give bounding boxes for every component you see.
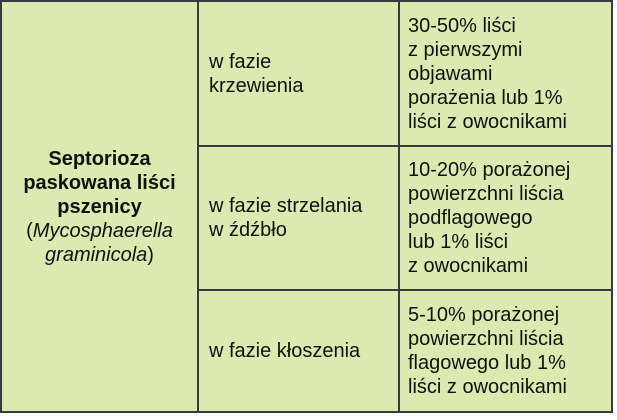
threshold-text-line: 5-10% porażonej bbox=[408, 304, 560, 326]
disease-label bbox=[2, 147, 197, 267]
disease-name-line: paskowana liści bbox=[23, 171, 176, 194]
threshold-text-line: podflagowego bbox=[408, 207, 533, 229]
stage-text-line: w fazie strzelania bbox=[209, 195, 363, 217]
stage-cell bbox=[198, 146, 399, 290]
threshold-cell bbox=[399, 146, 612, 290]
threshold-text-line: 10-20% porażonej bbox=[408, 159, 571, 181]
threshold-text-line: porażenia lub 1% bbox=[408, 86, 563, 109]
threshold-text-line: flagowego lub 1% bbox=[408, 352, 566, 374]
threshold-text-line: lub 1% liści bbox=[408, 231, 509, 253]
threshold-cell bbox=[399, 1, 612, 146]
latin-name-line bbox=[8, 243, 191, 267]
threshold-text-line: objawami bbox=[408, 62, 493, 85]
threshold-text-line: z owocnikami bbox=[408, 255, 529, 277]
stage-cell bbox=[198, 290, 399, 412]
latin-name-line bbox=[8, 219, 191, 243]
threshold-text-line: powierzchni liścia bbox=[408, 183, 564, 205]
stage-text-line: w źdźbło bbox=[209, 219, 287, 241]
disease-name-line: pszenicy bbox=[57, 195, 142, 218]
threshold-cell bbox=[399, 290, 612, 412]
latin-species: graminicola bbox=[45, 243, 148, 266]
threshold-text-line: liści z owocnikami bbox=[408, 110, 567, 133]
stage-text-line: w fazie kłoszenia bbox=[209, 340, 361, 362]
threshold-text-line: powierzchni liścia bbox=[408, 328, 564, 350]
stage-text-line: w fazie bbox=[209, 50, 272, 73]
threshold-text-line: 30-50% liści bbox=[408, 14, 516, 37]
disease-name-line: Septorioza bbox=[48, 147, 151, 170]
latin-genus: Mycosphaerella bbox=[32, 219, 173, 242]
stage-text-line: krzewienia bbox=[209, 74, 304, 97]
disease-cell bbox=[1, 1, 198, 412]
stage-cell bbox=[198, 1, 399, 146]
latin-close-paren: ) bbox=[147, 243, 154, 266]
threshold-text-line: liści z owocnikami bbox=[408, 376, 567, 398]
latin-open-paren: ( bbox=[26, 219, 33, 242]
threshold-text-line: z pierwszymi bbox=[408, 38, 523, 61]
table-row bbox=[1, 1, 612, 146]
